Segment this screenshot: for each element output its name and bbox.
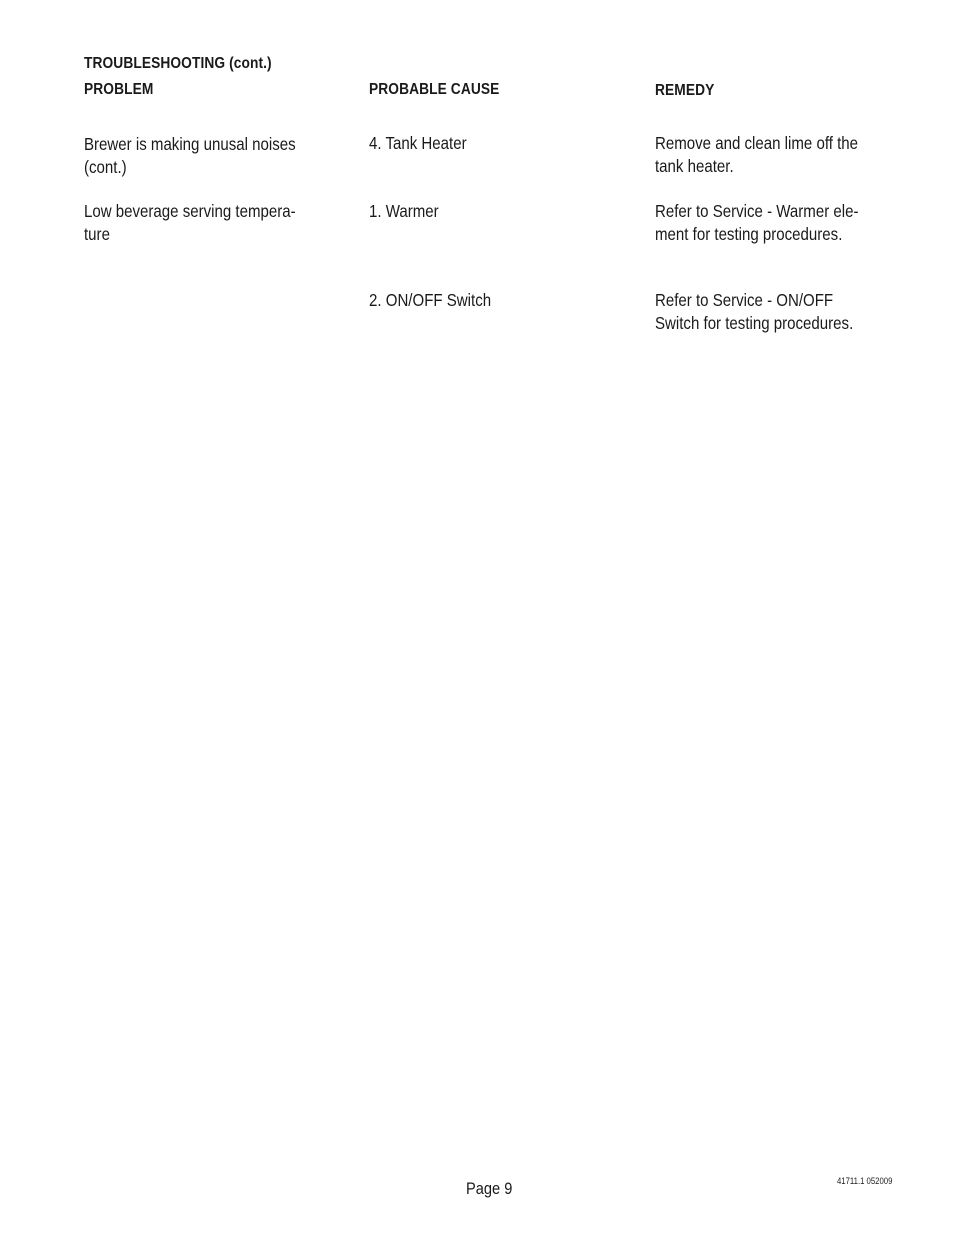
column-header-problem: PROBLEM xyxy=(84,81,154,98)
row-1-remedy-line-1: Remove and clean lime off the xyxy=(655,133,859,153)
row-2-problem xyxy=(84,200,296,246)
column-header-probable-cause: PROBABLE CAUSE xyxy=(369,81,500,98)
row-2-cause xyxy=(369,200,439,223)
row-3-cause-line-1: 2. ON/OFF Switch xyxy=(369,290,492,310)
row-1-problem xyxy=(84,133,296,179)
row-1-remedy-line-2: tank heater. xyxy=(655,156,734,176)
row-2-remedy-line-2: ment for testing procedures. xyxy=(655,224,843,244)
row-2-remedy xyxy=(655,200,859,246)
row-3-remedy xyxy=(655,289,853,335)
row-3-remedy-line-1: Refer to Service - ON/OFF xyxy=(655,290,834,310)
row-2-cause-line-1: 1. Warmer xyxy=(369,201,439,221)
row-3-remedy-line-2: Switch for testing procedures. xyxy=(655,313,854,333)
row-2-problem-line-1: Low beverage serving tempera- xyxy=(84,201,296,221)
row-1-cause xyxy=(369,132,467,155)
page-number: Page 9 xyxy=(466,1179,513,1198)
section-title: TROUBLESHOOTING (cont.) xyxy=(84,55,272,72)
row-2-problem-line-2: ture xyxy=(84,224,110,244)
row-3-cause xyxy=(369,289,491,312)
row-2-remedy-line-1: Refer to Service - Warmer ele- xyxy=(655,201,859,221)
document-code: 41711.1 052009 xyxy=(837,1176,893,1186)
row-1-problem-line-1: Brewer is making unusal noises xyxy=(84,134,296,154)
column-header-remedy: REMEDY xyxy=(655,82,715,99)
row-1-problem-line-2: (cont.) xyxy=(84,157,127,177)
row-1-remedy xyxy=(655,132,858,178)
row-1-cause-line-1: 4. Tank Heater xyxy=(369,133,467,153)
